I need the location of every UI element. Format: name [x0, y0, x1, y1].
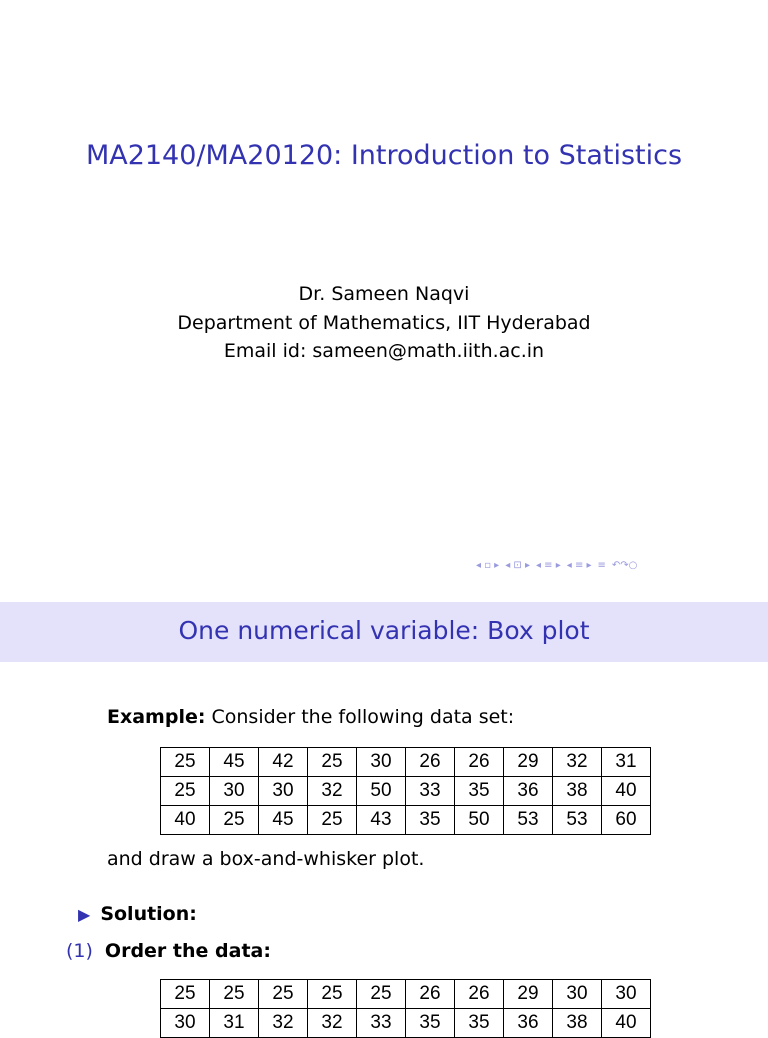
table-cell: 29: [504, 748, 553, 777]
solution-label: Solution:: [100, 903, 197, 925]
table-cell: 26: [406, 748, 455, 777]
nav-frame-icon[interactable]: ◂ ⊡ ▸: [505, 560, 530, 571]
table-cell: 35: [455, 777, 504, 806]
step-item: [66, 940, 271, 962]
table-cell: 42: [259, 748, 308, 777]
frame-title: One numerical variable: Box plot: [178, 616, 590, 645]
author-email: Email id: sameen@math.iith.ac.in: [223, 340, 545, 362]
table-cell: 25: [161, 748, 210, 777]
example-text: [107, 706, 514, 728]
table-cell: 30: [602, 980, 651, 1009]
solution-item: [78, 903, 197, 925]
presentation-title: MA2140/MA20120: Introduction to Statistics: [85, 140, 683, 171]
table-cell: 33: [357, 1009, 406, 1038]
table-cell: 38: [553, 777, 602, 806]
table-cell: 33: [406, 777, 455, 806]
table-cell: 40: [602, 777, 651, 806]
draw-instruction: and draw a box-and-whisker plot.: [107, 848, 425, 870]
beamer-navigation: [476, 560, 637, 571]
table-cell: 50: [455, 806, 504, 835]
step-number: (1): [66, 940, 93, 962]
bullet-triangle-icon: ▶: [78, 905, 91, 924]
table-cell: 25: [210, 806, 259, 835]
table-cell: 25: [161, 980, 210, 1009]
table-cell: 53: [553, 806, 602, 835]
table-cell: 31: [210, 1009, 259, 1038]
table-cell: 43: [357, 806, 406, 835]
table-cell: 32: [259, 1009, 308, 1038]
table-cell: 31: [602, 748, 651, 777]
table-cell: 30: [210, 777, 259, 806]
table-cell: 25: [308, 980, 357, 1009]
table-cell: 32: [308, 777, 357, 806]
table-cell: 36: [504, 1009, 553, 1038]
table-cell: 40: [161, 806, 210, 835]
table-row: [161, 748, 651, 777]
nav-subsection-icon[interactable]: ◂ ≡ ▸: [535, 560, 561, 571]
example-description: Consider the following data set:: [205, 706, 515, 728]
table-cell: 30: [357, 748, 406, 777]
table-cell: 30: [553, 980, 602, 1009]
table-row: [161, 980, 651, 1009]
nav-document-icon[interactable]: ≡: [597, 560, 606, 571]
author-block: [0, 280, 768, 366]
nav-section-icon[interactable]: ◂ ≡ ▸: [566, 560, 592, 571]
table-cell: 26: [455, 748, 504, 777]
ordered-data-table: [160, 979, 651, 1038]
table-cell: 30: [161, 1009, 210, 1038]
table-row: [161, 806, 651, 835]
table-row: [161, 777, 651, 806]
table-cell: 45: [259, 806, 308, 835]
table-cell: 25: [308, 748, 357, 777]
table-cell: 26: [406, 980, 455, 1009]
example-label: Example:: [107, 706, 206, 728]
table-cell: 36: [504, 777, 553, 806]
table-cell: 25: [308, 806, 357, 835]
nav-slide-icon[interactable]: ◂ ▫ ▸: [476, 560, 500, 571]
table-cell: 29: [504, 980, 553, 1009]
table-cell: 40: [602, 1009, 651, 1038]
table-cell: 45: [210, 748, 259, 777]
table-cell: 25: [259, 980, 308, 1009]
table-cell: 25: [210, 980, 259, 1009]
table-cell: 32: [308, 1009, 357, 1038]
table-cell: 35: [455, 1009, 504, 1038]
table-cell: 38: [553, 1009, 602, 1038]
table-cell: 25: [161, 777, 210, 806]
step-label: Order the data:: [104, 940, 271, 962]
table-cell: 25: [357, 980, 406, 1009]
nav-search-icon[interactable]: ↶↷○: [611, 560, 638, 571]
table-row: [161, 1009, 651, 1038]
table-cell: 30: [259, 777, 308, 806]
author-name: Dr. Sameen Naqvi: [298, 283, 470, 305]
table-cell: 35: [406, 806, 455, 835]
table-cell: 35: [406, 1009, 455, 1038]
table-cell: 50: [357, 777, 406, 806]
table-cell: 26: [455, 980, 504, 1009]
table-cell: 32: [553, 748, 602, 777]
table-cell: 60: [602, 806, 651, 835]
author-department: Department of Mathematics, IIT Hyderabad: [177, 311, 591, 334]
data-table: [160, 747, 651, 835]
table-cell: 53: [504, 806, 553, 835]
